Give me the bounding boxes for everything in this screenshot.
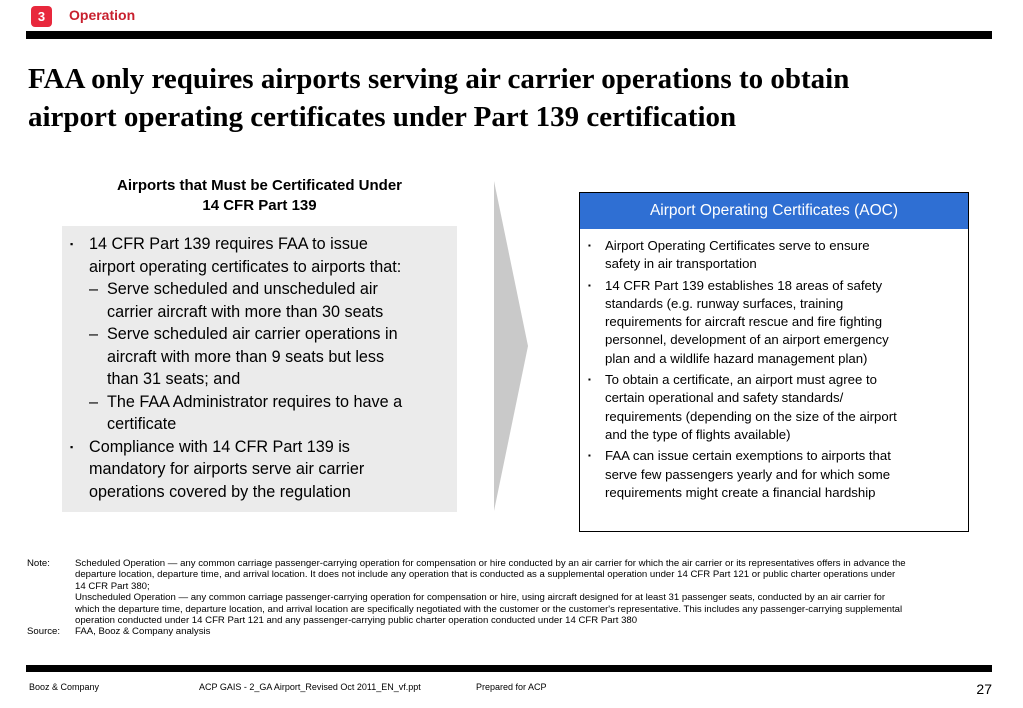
aoc-item-line: requirements (depending on the size of the airport [605,408,897,424]
chevron-arrow-icon [490,181,530,511]
aoc-list-item [588,237,958,274]
left-item-line: certificate [107,415,177,433]
left-item-line: carrier aircraft with more than 30 seats [107,302,384,321]
left-item-line: mandatory for airports serve air carrier [89,460,365,478]
source-label: Source: [27,626,61,638]
left-sub-item [70,391,445,436]
dash-marker: – [89,325,99,343]
left-heading-line-2: 14 CFR Part 139 [202,197,317,214]
note-line: departure location, departure time, and arrival location. It does not include any operation that is conducted as a supplemental operation under 14 CFR Part 121 or public charter operations under [75,569,896,581]
left-item-line: aircraft with more than 9 seats but less [107,347,385,366]
bullet-marker: ▪ [70,239,74,249]
note-line: Scheduled Operation — any common carriage passenger-carrying operation for compensation or hire conducted by an air carrier for which the air carrier or its representatives offers in advance the [75,558,906,569]
page-title-line-1: FAA only requires airports serving air carrier operations to obtain [28,63,850,95]
left-item-line: The FAA Administrator requires to have a [107,392,403,411]
dash-marker: – [89,392,99,411]
aoc-item-line: plan and a wildlife hazard management plan) [605,350,868,366]
dash-marker: – [89,280,99,298]
source-text: FAA, Booz & Company analysis [75,626,211,638]
page-number: 27 [976,681,992,697]
bullet-marker: ▪ [588,241,591,250]
aoc-item-line: requirements might create a financial hardship [605,484,876,500]
aoc-item-line: safety in air transportation [605,256,757,272]
page-title [28,60,988,136]
aoc-item-line: requirements for aircraft rescue and fire fighting [605,314,883,330]
aoc-list [588,237,958,505]
left-bullet-item [70,436,445,504]
bottom-divider [26,665,992,672]
note-body [75,558,993,626]
left-item-line: Serve scheduled air carrier operations in [107,325,398,343]
bullet-marker: ▪ [70,441,74,452]
aoc-list-item [588,447,958,502]
note-row [27,558,993,626]
left-panel-heading [62,176,457,216]
left-sub-item [70,278,445,323]
footer-file: ACP GAIS - 2_GA Airport_Revised Oct 2011_EN_vf.ppt [199,682,421,692]
note-line: operation conducted under 14 CFR Part 121 and any passenger-carrying public charter operation conducted under 14 CFR Part 380 [75,615,638,627]
aoc-item-line: serve few passengers yearly and for which some [605,466,891,482]
aoc-item-line: standards (e.g. runway surfaces, training [605,295,844,311]
aoc-item-line: certain operational and safety standards/ [605,390,844,406]
aoc-item-line: and the type of flights available) [605,426,791,442]
left-heading-line-1: Airports that Must be Certificated Under [116,177,403,194]
aoc-item-line: To obtain a certificate, an airport must agree to [605,372,877,388]
aoc-list-item [588,371,958,444]
note-line: which the departure time, departure location, and arrival location are specifically negotiated with the customer or the customer's representative. This includes any passenger-carrying supplemental [75,603,903,615]
aoc-panel-header: Airport Operating Certificates (AOC) [580,193,968,229]
aoc-item-line: Airport Operating Certificates serve to ensure [605,238,870,253]
left-bullet-item [70,233,445,278]
aoc-list-item [588,277,958,368]
left-item-line: Serve scheduled and unscheduled air [107,280,378,298]
top-divider [26,31,992,39]
bullet-marker: ▪ [588,451,591,461]
aoc-panel [579,192,969,532]
note-line: Unscheduled Operation — any common carriage passenger-carrying operation for compensation or hire, using aircraft designed for at least 31 passenger seats, conducted by an air carrier for [75,592,886,604]
footer-company: Booz & Company [29,682,100,692]
aoc-item-line: 14 CFR Part 139 establishes 18 areas of safety [605,277,883,293]
notes-section [27,558,993,638]
left-item-line: Compliance with 14 CFR Part 139 is [89,437,350,456]
footer-prepared: Prepared for ACP [476,682,547,692]
note-line: 14 CFR Part 380; [75,580,150,592]
left-item-line: operations covered by the regulation [89,482,351,501]
source-row [27,626,993,637]
left-item-line: 14 CFR Part 139 requires FAA to issue [89,235,368,253]
left-item-line: airport operating certificates to airports that: [89,257,402,276]
section-number-badge: 3 [31,6,52,27]
bullet-marker: ▪ [588,280,591,290]
left-item-line: than 31 seats; and [107,370,241,388]
aoc-item-line: FAA can issue certain exemptions to airports that [605,448,891,464]
left-panel-box [62,226,457,512]
page-title-line-2: airport operating certificates under Part 139 certification [28,101,737,133]
note-label: Note: [27,558,50,569]
left-sub-item [70,323,445,391]
bullet-marker: ▪ [588,375,591,385]
aoc-item-line: personnel, development of an airport emergency [605,332,889,348]
section-label: Operation [69,7,136,23]
